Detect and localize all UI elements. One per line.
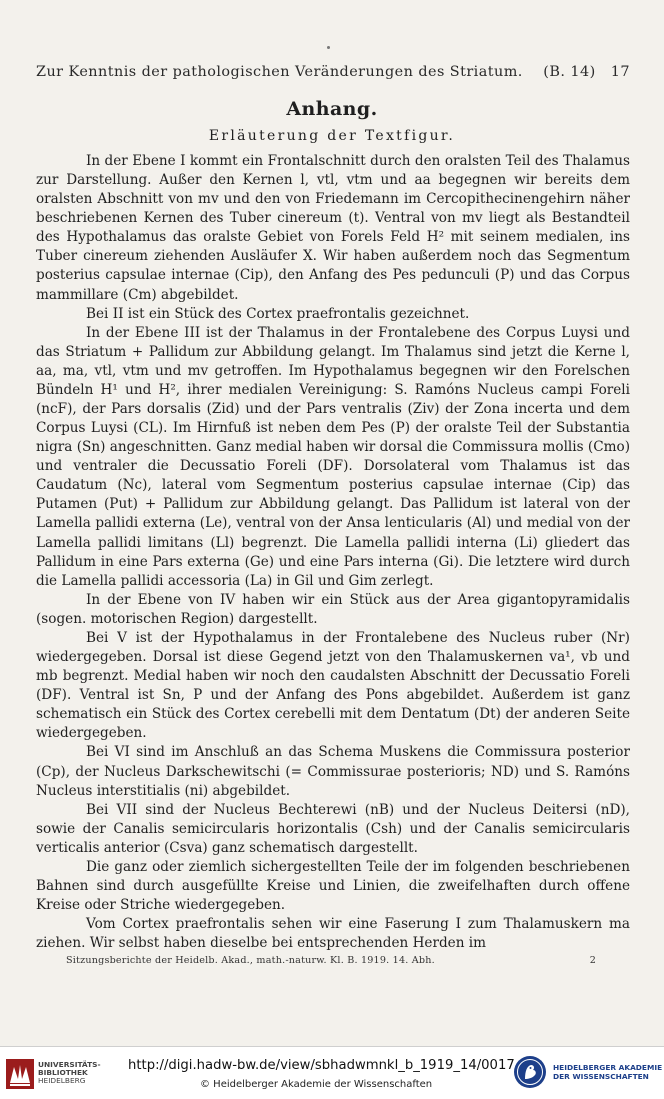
- header-ref: (B. 14): [543, 64, 596, 80]
- ub-line-1: UNIVERSITÄTS-: [38, 1060, 101, 1069]
- university-library-name: [38, 1061, 101, 1086]
- paragraph: In der Ebene I kommt ein Frontalschnitt durch den oralsten Teil des Thalamus zur Darstellung. Außer den Kernen l, vtl, vtm und aa begegnen wir bereits dem oralsten Abschnitt von mv und den von Friedemann im Cercopithecinengehirn näher beschriebenen Kernen des Tuber cinereum (t). Ventral von mv liegt als Bestandteil des Hypothalamus das oralste Gebiet von Forels Feld H² mit seinem medialen, ins Tuber cinereum ziehenden Ausläufer X. Wir haben außerdem noch das Segmentum posterius capsulae internae (Cip), den Anfang des Pes pedunculi (P) und das Corpus mammillare (Cm) abgebildet.: [36, 153, 630, 303]
- paragraph: In der Ebene III ist der Thalamus in der Frontalebene des Corpus Luysi und das Striatum + Pallidum zur Abbildung gelangt. Im Thalamus sind jetzt die Kerne l, aa, ma, vtl, vtm und mv getroffen. Im Hypothalamus begegnen wir den Forelschen Bündeln H¹ und H², ihrer medialen Vereinigung: S. Ramóns Nucleus campi Foreli (ncF), der Pars dorsalis (Zid) und der Pars ventralis (Ziv) der Zona incerta und dem Corpus Luysi (CL). Im Hirnfuß ist neben dem Pes (P) der oralste Teil der Substantia nigra (Sn) angeschnitten. Ganz medial haben wir dorsal die Commissura mollis (Cmo) und ventraler die Decussatio Foreli (DF). Dorsolateral vom Thalamus ist das Caudatum (Nc), lateral vom Segmentum posterius capsulae internae (Cip) das Putamen (Put) + Pallidum zur Abbildung gelangt. Das Pallidum ist lateral von der Lamella pallidi externa (Le), ventral von der Ansa lenticularis (Al) und medial von der Lamella pallidi limitans (Ll) begrenzt. Die Lamella pallidi interna (Li) gliedert das Pallidum in eine Pars externa (Ge) und eine Pars interna (Gi). Die letztere wird durch die Lamella pallidi accessoria (La) in Gil und Gim zerlegt.: [36, 324, 630, 589]
- academy-seal-icon: [513, 1055, 547, 1089]
- paragraph: Bei VI sind im Anschluß an das Schema Muskens die Commissura posterior (Cp), der Nucleus Darkschewitschi (= Commissurae posterioris; ND) und S. Ramóns Nucleus interstitialis (ni) abgebildet.: [36, 744, 630, 799]
- running-title: Zur Kenntnis der pathologischen Veränderungen des Striatum.: [36, 64, 523, 80]
- academy-line-1: HEIDELBERGER AKADEMIE: [553, 1063, 663, 1072]
- academy-name: [553, 1063, 662, 1081]
- page-footer: [66, 955, 596, 966]
- copyright-notice: © Heidelberger Akademie der Wissenschaften: [200, 1079, 433, 1090]
- paragraph: Bei VII sind der Nucleus Bechterewi (nB) und der Nucleus Deitersi (nD), sowie der Canalis semicircularis horizontalis (Csh) und der Canalis semicircularis verticalis anterior (Csva) ganz schematisch dargestellt.: [36, 801, 630, 856]
- dust-speck: [327, 46, 330, 49]
- paragraph: Vom Cortex praefrontalis sehen wir eine Faserung I zum Thalamuskern ma ziehen. Wir selbst haben dieselbe bei entsprechenden Herden im: [36, 916, 630, 952]
- section-title: Anhang.: [286, 98, 378, 120]
- paragraph: Bei II ist ein Stück des Cortex praefrontalis gezeichnet.: [86, 305, 470, 322]
- academy-line-2: DER WISSENSCHAFTEN: [553, 1072, 649, 1081]
- permalink-url[interactable]: http://digi.hadw-bw.de/view/sbhadwmnkl_b_1919_14/0017: [128, 1058, 515, 1073]
- header-page-ref: [543, 64, 630, 80]
- footer-sheet-number: 2: [589, 955, 596, 966]
- ub-line-3: HEIDELBERG: [38, 1076, 86, 1086]
- footer-citation: Sitzungsberichte der Heidelb. Akad., math.-naturw. Kl. B. 1919. 14. Abh.: [66, 955, 435, 966]
- paragraph: Die ganz oder ziemlich sichergestellten Teile der im folgenden beschriebenen Bahnen sind durch ausgefüllte Kreise und Linien, die zweifelhaften durch offene Kreise oder Striche wiedergegeben.: [36, 858, 630, 914]
- university-library-logo-icon: [6, 1059, 34, 1089]
- section-subtitle: Erläuterung der Textfigur.: [208, 128, 456, 144]
- digitization-banner: [0, 1046, 664, 1099]
- ub-line-2: BIBLIOTHEK: [38, 1068, 88, 1078]
- paragraph: Bei V ist der Hypothalamus in der Frontalebene des Nucleus ruber (Nr) wiedergegeben. Dorsal ist diese Gegend jetzt von den Thalamuskernen va¹, vb und mb begrenzt. Medial haben wir noch den caudalsten Abschnitt der Decussatio Foreli (DF). Ventral ist Sn, P und der Anfang des Pons abgebildet. Außerdem ist ganz schematisch ein Stück des Cortex cerebelli mit dem Dentatum (Dt) der anderen Seite wiedergegeben.: [36, 629, 630, 742]
- running-header: [36, 64, 630, 80]
- header-page-number: 17: [610, 64, 630, 80]
- body-text: [36, 152, 630, 953]
- paragraph: In der Ebene von IV haben wir ein Stück aus der Area gigantopyramidalis (sogen. motorischen Region) dargestellt.: [36, 591, 630, 627]
